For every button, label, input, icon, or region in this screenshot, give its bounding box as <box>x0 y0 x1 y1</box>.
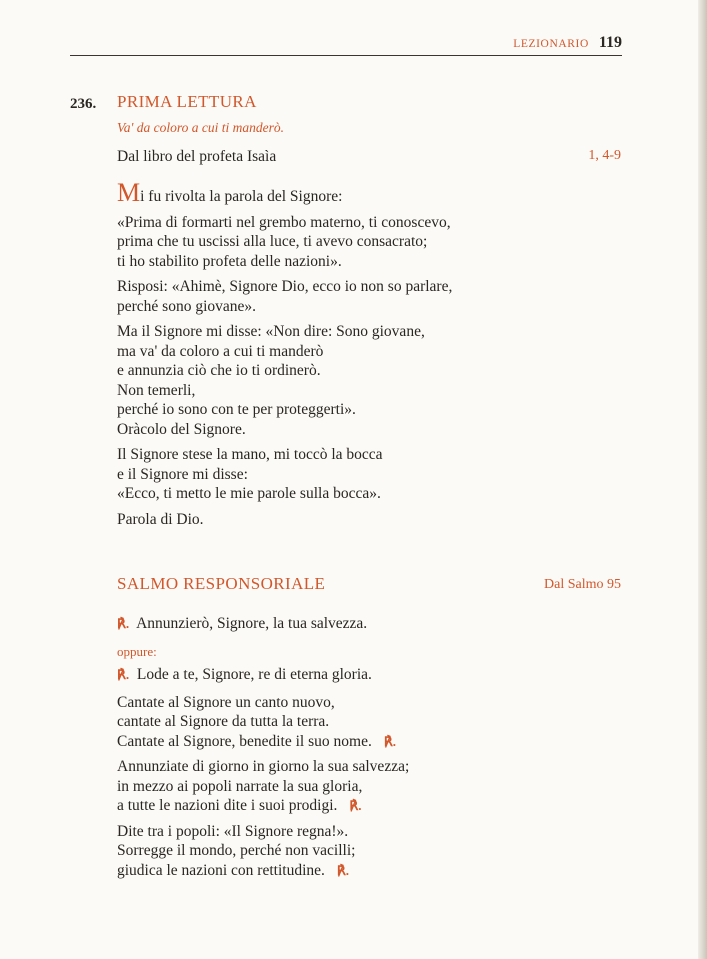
psalm-line <box>117 841 637 861</box>
page-number: 119 <box>598 34 622 51</box>
header-rule <box>70 55 622 56</box>
psalm-line-text: Dite tra i popoli: «Il Signore regna!». <box>117 822 349 840</box>
reading-line: Ma il Signore mi disse: «Non dire: Sono giovane, <box>117 323 425 340</box>
psalm-reference: Dal Salmo 95 <box>544 577 621 592</box>
reading-paragraphs <box>117 213 637 530</box>
reading-first-line-text: i fu rivolta la parola del Signore: <box>140 188 343 205</box>
response-symbol: ℟. <box>117 616 130 631</box>
psalm-stanzas <box>117 693 637 881</box>
psalm-line-text: giudica le nazioni con rettitudine. <box>117 861 325 879</box>
reading-title: PRIMA LETTURA <box>117 92 257 111</box>
psalm-text <box>117 614 637 886</box>
reading-line: e annunzia ciò che io ti ordinerò. <box>117 362 321 379</box>
reading-paragraph <box>117 445 637 504</box>
psalm-stanza <box>117 757 637 816</box>
reading-first-line <box>117 178 637 207</box>
response-symbol: ℟. <box>336 862 350 878</box>
psalm-title: SALMO RESPONSORIALE <box>117 574 326 593</box>
response-symbol: ℟. <box>117 667 130 682</box>
reading-line: prima che tu uscissi alla luce, ti avevo consacrato; <box>117 233 428 250</box>
psalm-line-text: Cantate al Signore un canto nuovo, <box>117 693 335 711</box>
psalm-line <box>117 822 637 842</box>
reading-text <box>117 178 637 535</box>
reading-line: e il Signore mi disse: <box>117 465 248 483</box>
reading-number: 236. <box>70 96 97 112</box>
psalm-stanza <box>117 693 637 752</box>
psalm-response-2 <box>117 665 637 685</box>
reading-reference: 1, 4-9 <box>588 148 621 163</box>
reading-paragraph <box>117 277 637 316</box>
reading-line: Risposi: «Ahimè, Signore Dio, ecco io non so parlare, <box>117 278 453 295</box>
psalm-line-text: in mezzo ai popoli narrate la sua gloria, <box>117 777 363 795</box>
response-2-text: Lode a te, Signore, re di eterna gloria. <box>136 666 372 683</box>
reading-paragraph <box>117 322 637 439</box>
psalm-line-text: Annunziate di giorno in giorno la sua salvezza; <box>117 758 410 775</box>
reading-line: ti ho stabilito profeta delle nazioni». <box>117 252 342 270</box>
psalm-line-text: Sorregge il mondo, perché non vacilli; <box>117 842 356 859</box>
response-1-text: Annunzierò, Signore, la tua salvezza. <box>136 615 368 632</box>
psalm-response-1 <box>117 614 637 634</box>
psalm-stanza <box>117 822 637 881</box>
reading-line: Il Signore stese la mano, mi toccò la bocca <box>117 446 383 463</box>
psalm-line <box>117 796 637 816</box>
reading-line: perché io sono con te per proteggerti». <box>117 401 356 418</box>
response-symbol: ℟. <box>349 798 362 813</box>
reading-line: ma va' da coloro a cui ti manderò <box>117 342 324 360</box>
reading-line: Non temerli, <box>117 381 196 399</box>
psalm-line <box>117 712 637 732</box>
reading-source: Dal libro del profeta Isaìa <box>117 148 277 165</box>
reading-subtitle: Va' da coloro a cui ti manderò. <box>117 120 284 135</box>
psalm-line <box>117 732 637 752</box>
page-header <box>70 34 622 56</box>
oppure-label: oppure: <box>117 643 157 659</box>
reading-line: «Ecco, ti metto le mie parole sulla bocca». <box>117 485 381 502</box>
reading-paragraph <box>117 213 637 272</box>
psalm-line <box>117 693 637 713</box>
psalm-line-text: a tutte le nazioni dite i suoi prodigi. <box>117 797 338 814</box>
reading-line: «Prima di formarti nel grembo materno, ti conoscevo, <box>117 213 451 231</box>
reading-line: perché sono giovane». <box>117 297 257 315</box>
psalm-line-text: Cantate al Signore, benedite il suo nome. <box>117 732 372 750</box>
psalm-line <box>117 861 637 881</box>
response-symbol: ℟. <box>383 733 396 749</box>
drop-cap: M <box>117 178 141 207</box>
page-edge <box>698 0 707 959</box>
psalm-line <box>117 757 637 777</box>
reading-line: Parola di Dio. <box>117 510 204 528</box>
psalm-line <box>117 777 637 797</box>
reading-paragraph <box>117 510 637 530</box>
running-head: LEZIONARIO <box>513 38 589 50</box>
reading-line: Oràcolo del Signore. <box>117 420 246 438</box>
psalm-line-text: cantate al Signore da tutta la terra. <box>117 713 330 730</box>
